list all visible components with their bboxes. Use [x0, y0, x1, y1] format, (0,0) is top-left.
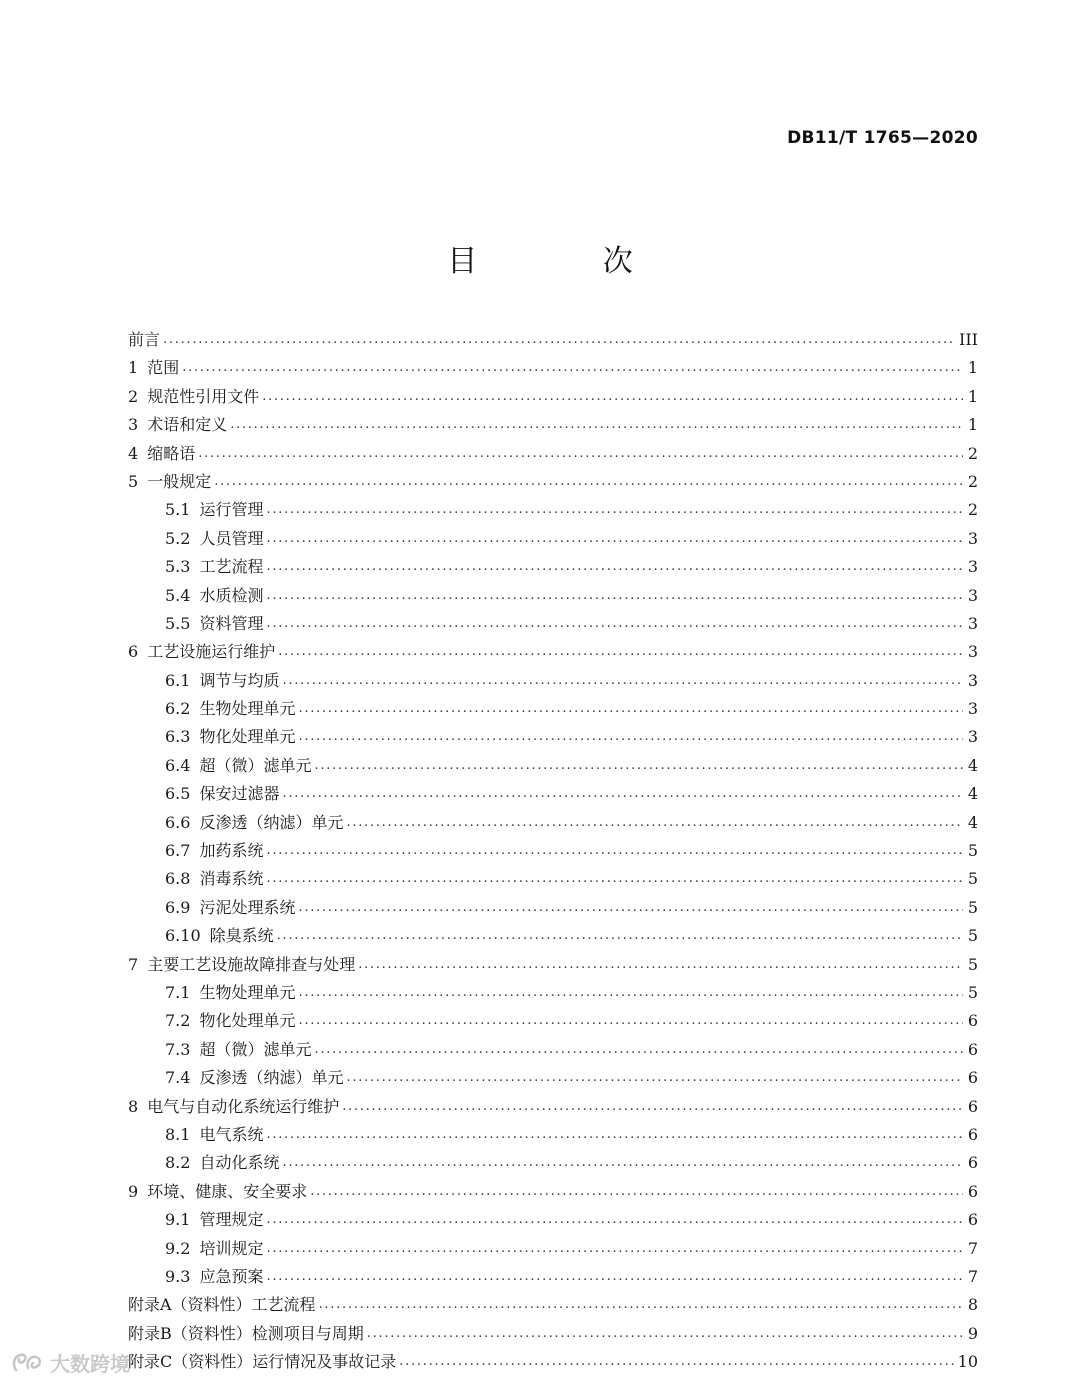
toc-dot-leader [266, 580, 963, 610]
watermark [10, 1348, 130, 1377]
toc-entry-page: 5 [967, 841, 978, 861]
toc-dot-leader [346, 807, 963, 837]
toc-entry-page: 5 [967, 926, 978, 946]
toc-dot-leader [282, 778, 963, 808]
toc-dot-leader [367, 1318, 963, 1348]
toc-entry[interactable] [128, 837, 978, 865]
toc-entry-number: 6.7 [165, 841, 191, 861]
toc-entry-page: 3 [967, 528, 978, 548]
toc-entry-page: 2 [967, 443, 978, 463]
toc-dot-leader [266, 551, 963, 581]
toc-entry[interactable] [128, 383, 978, 411]
toc-entry[interactable] [128, 1149, 978, 1177]
toc-entry-label: 物化处理单元 [199, 727, 296, 747]
toc-entry-number: 1 [128, 358, 139, 378]
toc-entry-page: III [959, 330, 978, 349]
toc-entry-number: 5 [128, 471, 139, 491]
toc-entry-label: 调节与均质 [199, 670, 280, 690]
toc-entry-number: 7 [128, 954, 139, 974]
toc-entry-label: 生物处理单元 [199, 982, 296, 1002]
toc-entry-page: 6 [967, 1068, 978, 1088]
toc-entry-label: 超（微）滤单元 [199, 1039, 312, 1059]
toc-entry-number: 8 [128, 1096, 139, 1116]
toc-entry-label: 管理规定 [199, 1210, 264, 1230]
toc-entry-number: 4 [128, 443, 139, 463]
toc-entry[interactable] [128, 1093, 978, 1121]
toc-dot-leader [319, 1289, 963, 1319]
toc-entry-label: 电气系统 [199, 1124, 264, 1144]
toc-entry[interactable] [128, 1206, 978, 1234]
toc-entry-label: 消毒系统 [199, 869, 264, 889]
toc-entry-label: 前言 [128, 330, 161, 349]
toc-entry[interactable] [128, 1320, 978, 1348]
toc-dot-leader [314, 750, 963, 780]
toc-entry-page: 7 [967, 1238, 978, 1258]
toc-dot-leader [298, 892, 963, 922]
toc-dot-leader [266, 835, 963, 865]
toc-entry-number: 6.1 [165, 670, 191, 690]
toc-entry[interactable] [128, 525, 978, 553]
toc-entry-number: 2 [128, 386, 139, 406]
toc-entry-page: 10 [957, 1352, 978, 1372]
toc-entry-label: 资料管理 [199, 613, 264, 633]
toc-dot-leader [310, 1176, 963, 1206]
toc-entry-label: 人员管理 [199, 528, 264, 548]
toc-dot-leader [399, 1346, 954, 1376]
toc-entry[interactable] [128, 695, 978, 723]
toc-entry-number: 5.1 [165, 500, 191, 520]
toc-entry[interactable] [128, 979, 978, 1007]
toc-entry-label: 生物处理单元 [199, 699, 296, 719]
toc-entry-page: 3 [967, 585, 978, 605]
toc-entry-number: 6.2 [165, 699, 191, 719]
toc-entry-label: 主要工艺设施故障排查与处理 [147, 954, 356, 974]
toc-entry-page: 6 [967, 1210, 978, 1230]
toc-entry-label: 术语和定义 [147, 415, 228, 435]
toc-entry-number: 8.1 [165, 1124, 191, 1144]
toc-entry-number: 6.5 [165, 784, 191, 804]
toc-entry-label: 自动化系统 [199, 1153, 280, 1173]
toc-entry-page: 1 [967, 415, 978, 435]
toc-entry-page: 8 [967, 1295, 978, 1315]
brand-logo-icon [10, 1350, 44, 1376]
toc-entry-label: 规范性引用文件 [147, 386, 260, 406]
toc-entry-label: 一般规定 [147, 471, 212, 491]
toc-dot-leader [298, 1005, 963, 1035]
toc-entry-page: 3 [967, 613, 978, 633]
toc-dot-leader [298, 977, 963, 1007]
toc-dot-leader [266, 1204, 963, 1234]
toc-entry-number: 6.9 [165, 897, 191, 917]
toc-entry-number: 8.2 [165, 1153, 191, 1173]
toc-entry[interactable] [128, 582, 978, 610]
toc-entry-page: 3 [967, 670, 978, 690]
toc-entry-number: 9.1 [165, 1210, 191, 1230]
toc-entry-number: 7.2 [165, 1011, 191, 1031]
toc-entry-label: 缩略语 [147, 443, 196, 463]
toc-entry-label: 超（微）滤单元 [199, 755, 312, 775]
toc-entry-number: 7.3 [165, 1039, 191, 1059]
toc-dot-leader [358, 949, 963, 979]
toc-entry-number: 9.2 [165, 1238, 191, 1258]
toc-entry-number: 6 [128, 642, 139, 662]
toc-entry-page: 2 [967, 471, 978, 491]
toc-entry-number: 5.3 [165, 557, 191, 577]
page-title: 目 次 [447, 244, 691, 279]
toc-entry-label: 附录C（资料性）运行情况及事故记录 [128, 1352, 397, 1372]
toc-entry-number: 6.8 [165, 869, 191, 889]
toc-entry[interactable] [128, 638, 978, 666]
toc-entry[interactable] [128, 1291, 978, 1319]
toc-dot-leader [282, 1147, 963, 1177]
toc-entry-label: 环境、健康、安全要求 [147, 1181, 308, 1201]
toc-entry-label: 运行管理 [199, 500, 264, 520]
toc-entry-number: 6.4 [165, 755, 191, 775]
toc-entry-page: 1 [967, 386, 978, 406]
toc-entry[interactable] [128, 1007, 978, 1035]
watermark-text: 大数跨境 [50, 1352, 130, 1376]
toc-entry-page: 7 [967, 1266, 978, 1286]
toc-entry[interactable] [128, 610, 978, 638]
toc-entry-label: 工艺设施运行维护 [147, 642, 276, 662]
toc-entry-label: 附录B（资料性）检测项目与周期 [128, 1323, 364, 1343]
toc-entry-page: 5 [967, 869, 978, 889]
toc-entry-page: 4 [967, 755, 978, 775]
toc-entry[interactable] [128, 922, 978, 950]
toc-entry-label: 范围 [147, 358, 180, 378]
toc-entry[interactable] [128, 1263, 978, 1291]
toc-dot-leader [342, 1091, 963, 1121]
toc-entry[interactable] [128, 440, 978, 468]
toc-dot-leader [163, 324, 956, 354]
toc-entry-page: 6 [967, 1181, 978, 1201]
toc-entry-label: 反渗透（纳滤）单元 [199, 812, 344, 832]
toc-entry[interactable] [128, 780, 978, 808]
toc-entry[interactable] [128, 667, 978, 695]
toc-entry-label: 水质检测 [199, 585, 264, 605]
toc-entry-label: 电气与自动化系统运行维护 [147, 1096, 340, 1116]
toc-entry[interactable] [128, 496, 978, 524]
toc-entry[interactable] [128, 411, 978, 439]
toc-entry-number: 9 [128, 1181, 139, 1201]
toc-entry-number: 5.4 [165, 585, 191, 605]
toc-dot-leader [298, 721, 963, 751]
toc-entry-page: 5 [967, 954, 978, 974]
toc-entry[interactable] [128, 1235, 978, 1263]
toc-entry-page: 2 [967, 500, 978, 520]
toc-entry-page: 6 [967, 1039, 978, 1059]
toc-entry[interactable] [128, 951, 978, 979]
toc-entry-label: 污泥处理系统 [199, 897, 296, 917]
toc-entry-page: 3 [967, 727, 978, 747]
toc-entry-page: 4 [967, 784, 978, 804]
toc-dot-leader [346, 1062, 963, 1092]
toc-entry-label: 物化处理单元 [199, 1011, 296, 1031]
toc-entry-number: 6.6 [165, 812, 191, 832]
toc-entry[interactable] [128, 1121, 978, 1149]
toc-entry[interactable] [128, 723, 978, 751]
toc-entry[interactable] [128, 1036, 978, 1064]
table-of-contents [128, 326, 978, 1376]
toc-dot-leader [214, 466, 963, 496]
toc-dot-leader [266, 1233, 963, 1263]
toc-entry[interactable] [128, 752, 978, 780]
toc-entry-number: 5.5 [165, 613, 191, 633]
toc-entry-page: 3 [967, 699, 978, 719]
toc-entry-number: 6.10 [165, 926, 201, 946]
toc-entry-label: 附录A（资料性）工艺流程 [128, 1295, 316, 1315]
toc-entry-page: 3 [967, 642, 978, 662]
toc-entry-label: 除臭系统 [209, 926, 274, 946]
toc-entry-label: 加药系统 [199, 841, 264, 861]
toc-dot-leader [182, 352, 963, 382]
toc-entry[interactable] [128, 1178, 978, 1206]
toc-entry-page: 6 [967, 1153, 978, 1173]
toc-entry-label: 应急预案 [199, 1266, 264, 1286]
toc-entry[interactable] [128, 809, 978, 837]
toc-dot-leader [198, 438, 963, 468]
toc-entry-number: 6.3 [165, 727, 191, 747]
toc-dot-leader [262, 381, 963, 411]
toc-dot-leader [278, 636, 963, 666]
toc-dot-leader [266, 863, 963, 893]
toc-entry[interactable] [128, 1064, 978, 1092]
toc-entry-page: 6 [967, 1011, 978, 1031]
toc-dot-leader [266, 1119, 963, 1149]
toc-entry-page: 4 [967, 812, 978, 832]
toc-entry-page: 9 [967, 1323, 978, 1343]
toc-dot-leader [230, 409, 963, 439]
toc-dot-leader [314, 1034, 963, 1064]
toc-entry[interactable] [128, 326, 978, 354]
toc-entry-page: 5 [967, 897, 978, 917]
toc-entry-label: 工艺流程 [199, 557, 264, 577]
toc-entry-page: 1 [967, 358, 978, 378]
toc-dot-leader [266, 494, 963, 524]
toc-entry-number: 5.2 [165, 528, 191, 548]
toc-dot-leader [298, 693, 963, 723]
toc-entry[interactable] [128, 354, 978, 382]
toc-entry-page: 3 [967, 557, 978, 577]
toc-entry-number: 9.3 [165, 1266, 191, 1286]
toc-entry-page: 6 [967, 1096, 978, 1116]
toc-dot-leader [266, 523, 963, 553]
toc-entry[interactable] [128, 894, 978, 922]
toc-dot-leader [277, 920, 963, 950]
toc-entry[interactable] [128, 553, 978, 581]
toc-entry[interactable] [128, 865, 978, 893]
toc-entry-number: 3 [128, 415, 139, 435]
toc-entry-page: 6 [967, 1124, 978, 1144]
toc-dot-leader [266, 1261, 963, 1291]
toc-entry[interactable] [128, 468, 978, 496]
document-code: DB11/T 1765—2020 [787, 128, 978, 148]
toc-dot-leader [266, 608, 963, 638]
toc-entry-label: 培训规定 [199, 1238, 264, 1258]
toc-entry-number: 7.1 [165, 982, 191, 1002]
toc-entry-label: 反渗透（纳滤）单元 [199, 1068, 344, 1088]
toc-entry-number: 7.4 [165, 1068, 191, 1088]
toc-entry[interactable] [128, 1348, 978, 1376]
toc-entry-label: 保安过滤器 [199, 784, 280, 804]
toc-dot-leader [282, 665, 963, 695]
toc-entry-page: 5 [967, 982, 978, 1002]
